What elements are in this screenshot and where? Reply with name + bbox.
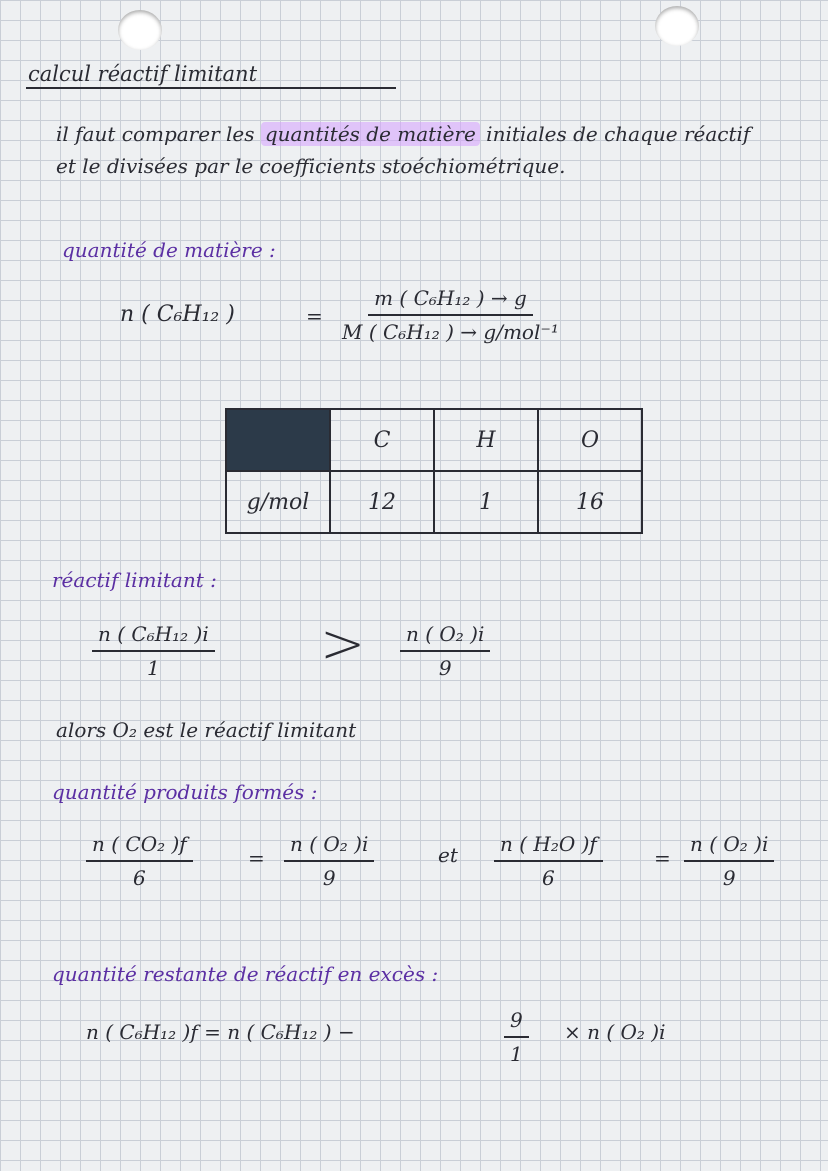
greater-than-symbol: >: [320, 612, 366, 675]
table-row: [226, 409, 642, 471]
limiting-left-numerator: n ( C₆H₁₂ )i: [92, 622, 215, 652]
products-o2-fraction-1: [284, 832, 374, 890]
products-h2o-denominator: 6: [542, 866, 555, 890]
excess-numerator: 9: [504, 1008, 529, 1038]
quantity-equals: =: [306, 304, 323, 328]
intro-paragraph: [56, 118, 756, 182]
limiting-right-denominator: 9: [438, 656, 452, 680]
title-underline: [26, 87, 396, 89]
products-co2-denominator: 6: [132, 866, 146, 890]
table-header-h: H: [434, 409, 538, 471]
table-row: [226, 471, 642, 533]
products-equals-1: =: [248, 846, 265, 870]
limiting-left-fraction: [92, 622, 215, 680]
excess-rhs: × n ( O₂ )i: [564, 1020, 666, 1044]
products-co2-numerator: n ( CO₂ )f: [86, 832, 193, 862]
quantity-lhs: n ( C₆H₁₂ ): [120, 302, 235, 327]
table-value-o: 16: [538, 471, 642, 533]
heading-limiting: réactif limitant :: [52, 568, 217, 592]
products-co2-fraction: [86, 832, 193, 890]
products-h2o-fraction: [494, 832, 603, 890]
molar-mass-table: [225, 408, 643, 534]
intro-text-after: initiales de chaque réactif et le divisées par le coefficients stoéchiométrique.: [56, 122, 751, 178]
limiting-right-numerator: n ( O₂ )i: [400, 622, 490, 652]
products-o2-denominator-1: 9: [322, 866, 336, 890]
punch-hole-right: [655, 6, 699, 46]
intro-text-before: il faut comparer les: [56, 122, 261, 146]
heading-products: quantité produits formés :: [52, 780, 318, 804]
products-o2-denominator-2: 9: [722, 866, 736, 890]
products-and: et: [438, 843, 458, 867]
table-value-h: 1: [434, 471, 538, 533]
products-h2o-numerator: n ( H₂O )f: [494, 832, 603, 862]
products-o2-fraction-2: [684, 832, 774, 890]
limiting-conclusion: alors O₂ est le réactif limitant: [56, 718, 357, 742]
excess-denominator: 1: [510, 1042, 523, 1066]
excess-lhs: n ( C₆H₁₂ )f = n ( C₆H₁₂ ) −: [86, 1020, 355, 1044]
intro-highlight: quantités de matière: [261, 122, 480, 146]
heading-quantity: quantité de matière :: [62, 238, 276, 262]
heading-excess: quantité restante de réactif en excès :: [52, 962, 439, 986]
table-value-c: 12: [330, 471, 434, 533]
products-o2-numerator-1: n ( O₂ )i: [284, 832, 374, 862]
quantity-fraction: [342, 286, 559, 344]
table-header-c: C: [330, 409, 434, 471]
table-row-label: g/mol: [226, 471, 330, 533]
table-header-o: O: [538, 409, 642, 471]
limiting-right-fraction: [400, 622, 490, 680]
limiting-left-denominator: 1: [147, 656, 160, 680]
punch-hole-left: [118, 10, 162, 50]
products-equals-2: =: [654, 846, 671, 870]
table-corner-cell: [226, 409, 330, 471]
excess-fraction: [504, 1008, 529, 1066]
products-o2-numerator-2: n ( O₂ )i: [684, 832, 774, 862]
quantity-denominator: M ( C₆H₁₂ ) → g/mol⁻¹: [342, 320, 559, 344]
quantity-numerator: m ( C₆H₁₂ ) → g: [368, 286, 533, 316]
page-title: calcul réactif limitant: [28, 62, 258, 86]
